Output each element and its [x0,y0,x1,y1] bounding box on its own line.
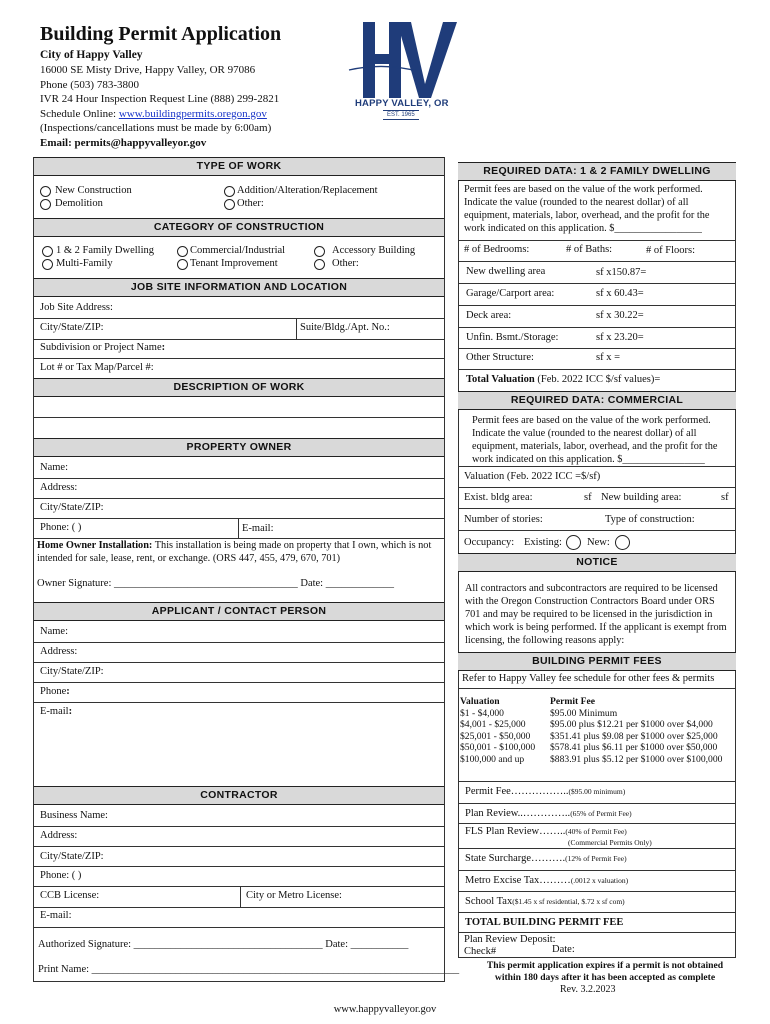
construction-type-label: Type of construction: [605,514,695,525]
fee-col-valuation: Valuation [460,696,500,707]
garage-label: Garage/Carport area: [466,288,555,299]
applicant-phone-row [40,686,70,697]
one-two-family-label: 1 & 2 Family Dwelling [56,245,154,256]
plan-review-row [465,808,632,819]
school-row [465,896,625,907]
print-name-line[interactable]: Print Name: ______________________________________________________________________ [38,964,460,975]
new-construction-radio[interactable] [40,186,51,197]
owner-name-label: Name: [40,462,68,473]
job-site-city-label: City/State/ZIP: [40,322,104,333]
expiry-notice: This permit application expires if a permit is not obtained within 180 days after it has been accepted as complete [486,960,724,983]
footer-website[interactable]: www.happyvalleyor.gov [333,1004,437,1015]
revision-label: Rev. 3.2.2023 [560,984,616,995]
multi-family-radio[interactable] [42,259,53,270]
accessory-label: Accessory Building [332,245,416,256]
exist-bldg-label: Exist. bldg area: [464,492,533,503]
permit-fee-note: ($95.00 minimum) [568,787,626,796]
inspections-note: (Inspections/cancellations must be made by 6:00am) [40,122,272,134]
fee-range: $25,001 - $50,000 [460,730,531,742]
owner-email-label: E-mail: [242,523,274,534]
applicant-header: APPLICANT / CONTACT PERSON [33,602,445,621]
fls-row [465,826,627,837]
fee-amount: $351.41 plus $9.08 per $1000 over $25,000 [550,730,718,742]
schedule-link[interactable]: www.buildingpermits.oregon.gov [118,107,267,120]
tenant-radio[interactable] [177,259,188,270]
total-valuation-rest: (Feb. 2022 ICC $/sf values)= [534,374,661,385]
garage-rate: sf x 60.43= [596,288,644,299]
new-occupancy-label: New: [587,537,610,548]
new-bldg-label: New building area: [601,492,682,503]
applicant-email-colon: : [68,706,73,717]
commercial-valuation-label: Valuation (Feb. 2022 ICC =$/sf) [464,471,601,482]
deposit-date-label: Date: [552,944,575,955]
applicant-email-label: E-mail [40,706,69,717]
city-metro-license-label: City or Metro License: [246,890,342,901]
basement-label: Unfin. Bsmt./Storage: [466,332,559,343]
fee-amount: $95.00 plus $12.21 per $1000 over $4,000 [550,719,713,730]
subdivision-row [40,342,165,353]
city-name: City of Happy Valley [40,49,143,61]
plan-review-label: Plan Review..………….. [465,808,571,819]
other-work-label: Other: [237,198,264,209]
other-category-radio[interactable] [314,259,325,270]
demolition-label: Demolition [55,198,103,209]
metro-row [465,875,628,886]
applicant-city-label: City/State/ZIP: [40,666,104,677]
applicant-phone-label: Phone [40,686,67,697]
fee-row [460,754,736,766]
page-title: Building Permit Application [40,23,282,45]
owner-city-label: City/State/ZIP: [40,502,104,513]
fee-row [460,742,736,754]
applicant-email-row [40,706,72,717]
schedule-online [40,107,281,122]
applicant-name-label: Name: [40,626,68,637]
home-owner-installation [37,539,437,565]
job-site-address-label: Job Site Address: [40,302,113,313]
metro-note: (.0012 x valuation) [570,876,629,885]
fls-note-commercial: (Commercial Permits Only) [568,838,652,847]
bedrooms-label: # of Bedrooms: [464,244,530,255]
check-label: Check# [464,946,497,957]
job-site-header: JOB SITE INFORMATION AND LOCATION [33,278,445,297]
building-permit-fees-header: BUILDING PERMIT FEES [458,652,736,671]
commercial-radio[interactable] [177,246,188,257]
contractor-header: CONTRACTOR [33,786,445,805]
fee-range: $50,001 - $100,000 [460,742,536,753]
school-label: School Tax [465,896,513,907]
multi-family-label: Multi-Family [56,258,113,269]
addition-radio[interactable] [224,186,235,197]
permit-fee-label: Permit Fee…………….. [465,786,569,797]
fee-amount: $95.00 Minimum [550,707,618,719]
fee-row [460,719,736,731]
business-name-label: Business Name: [40,810,108,821]
description-header: DESCRIPTION OF WORK [33,378,445,397]
contractor-address-label: Address: [40,830,78,841]
fls-label: FLS Plan Review…….. [465,826,566,837]
city-address: 16000 SE Misty Drive, Happy Valley, OR 97086 [40,64,256,76]
total-valuation-bold: Total Valuation [466,374,535,385]
ivr-line: IVR 24 Hour Inspection Request Line (888) 299-2821 [40,93,280,105]
fee-col-permit-fee: Permit Fee [550,696,596,707]
other-category-label: Other: [332,258,359,269]
demolition-radio[interactable] [40,199,51,210]
fee-amount: $578.41 plus $6.11 per $1000 over $50,000 [550,742,718,753]
description-field[interactable] [33,398,445,438]
one-two-family-radio[interactable] [42,246,53,257]
contractor-email-label: E-mail: [40,910,72,921]
other-structure-label: Other Structure: [466,352,534,363]
notice-header: NOTICE [458,553,736,572]
ccb-license-label: CCB License: [40,890,100,901]
home-owner-text: This installation is being made on property that I own, which is not intended for sale, lease, rent, or exchange. (ORS 447, 455, 479, 670, 701) [37,540,432,564]
happy-valley-logo [345,18,465,128]
occupancy-existing-radio[interactable] [566,535,581,550]
notice-text: All contractors and subcontractors are required to be licensed with the Oregon Construction Contractors Board under ORS 701 and may be required to be licensed in the jurisdiction in which work is being performed. If the applicant is exempt from licensing, the following reasons apply: [465,583,727,646]
fee-range: $4,001 - $25,000 [460,719,526,730]
new-dwelling-rate: sf x150.87= [596,267,647,278]
new-dwelling-label: New dwelling area [466,266,546,277]
fee-amount: $883.91 plus $5.12 per $1000 over $100,000 [550,753,723,765]
fee-range: $1 - $4,000 [460,707,504,719]
fee-table [460,696,736,765]
subdivision-label: Subdivision or Project Name [40,342,162,353]
deck-rate: sf x 30.22= [596,310,644,321]
permit-fee-row [465,786,625,797]
surcharge-label: State Surcharge………. [465,853,566,864]
subdivision-colon: : [161,342,166,353]
authorized-signature-line[interactable]: Authorized Signature: ____________________________________ Date: ___________ [38,939,409,950]
family-intro-text: Permit fees are based on the value of the work performed. Indicate the value (rounded to the nearest dollar) of all equipment, materials, labor, overhead, and the profit for the work indicated on this application. $_________________ [464,184,710,234]
schedule-label: Schedule Online: [40,107,119,120]
fee-row [460,731,736,743]
floors-label: # of Floors: [646,245,696,256]
owner-phone-label: Phone: ( ) [40,522,82,533]
required-data-commercial-header: REQUIRED DATA: COMMERCIAL [458,391,736,410]
commercial-intro-text: Permit fees are based on the value of the work performed. Indicate the value (rounded to the nearest dollar) of all equipment, materials, labor, overhead, and the profit for the work indicated on this application. $________________ [472,415,718,465]
home-owner-bold: Home Owner Installation: [37,540,153,551]
stories-label: Number of stories: [464,514,543,525]
logo-est: EST. 1965 [383,110,419,120]
new-bldg-sf: sf [721,492,729,503]
total-fee-label: TOTAL BUILDING PERMIT FEE [465,917,624,928]
lot-label: Lot # or Tax Map/Parcel #: [40,362,154,373]
exist-bldg-sf: sf [584,492,592,503]
other-work-radio[interactable] [224,199,235,210]
fee-range: $100,000 and up [460,753,525,765]
deck-label: Deck area: [466,310,512,321]
school-note: ($1.45 x sf residential, $.72 x sf com) [512,897,625,906]
existing-label: Existing: [524,537,562,548]
property-owner-header: PROPERTY OWNER [33,438,445,457]
plan-review-note: (65% of Permit Fee) [570,809,632,818]
fee-row [460,708,736,720]
basement-rate: sf x 23.20= [596,332,644,343]
contractor-city-label: City/State/ZIP: [40,851,104,862]
suite-label: Suite/Bldg./Apt. No.: [300,322,390,333]
required-data-family-header: REQUIRED DATA: 1 & 2 FAMILY DWELLING [458,162,736,181]
surcharge-note: (12% of Permit Fee) [565,854,627,863]
deposit-label: Plan Review Deposit: [464,934,556,945]
applicant-phone-colon: : [66,686,70,697]
applicant-address-label: Address: [40,646,78,657]
occupancy-label: Occupancy: [464,537,515,548]
type-of-work-header: TYPE OF WORK [33,157,445,176]
contractor-phone-label: Phone: ( ) [40,870,82,881]
accessory-radio[interactable] [314,246,325,257]
commercial-label: Commercial/Industrial [190,245,286,256]
fls-note: (40% of Permit Fee) [565,827,627,836]
addition-label: Addition/Alteration/Replacement [237,185,378,196]
metro-label: Metro Excise Tax……… [465,875,571,886]
permits-email: Email: permits@happyvalleyor.gov [40,136,207,149]
total-valuation-row [466,374,660,385]
tenant-label: Tenant Improvement [190,258,278,269]
owner-address-label: Address: [40,482,78,493]
other-structure-rate: sf x = [596,352,621,363]
baths-label: # of Baths: [566,244,613,255]
surcharge-row [465,853,627,864]
page-header [40,22,281,150]
fee-schedule-reference: Refer to Happy Valley fee schedule for other fees & permits [462,673,715,684]
owner-signature-line[interactable]: Owner Signature: ___________________________________ Date: _____________ [37,578,394,589]
logo-name: HAPPY VALLEY, OR [355,98,449,109]
city-phone: Phone (503) 783-3800 [40,78,139,91]
new-construction-label: New Construction [55,185,132,196]
category-header: CATEGORY OF CONSTRUCTION [33,218,445,237]
occupancy-new-radio[interactable] [615,535,630,550]
